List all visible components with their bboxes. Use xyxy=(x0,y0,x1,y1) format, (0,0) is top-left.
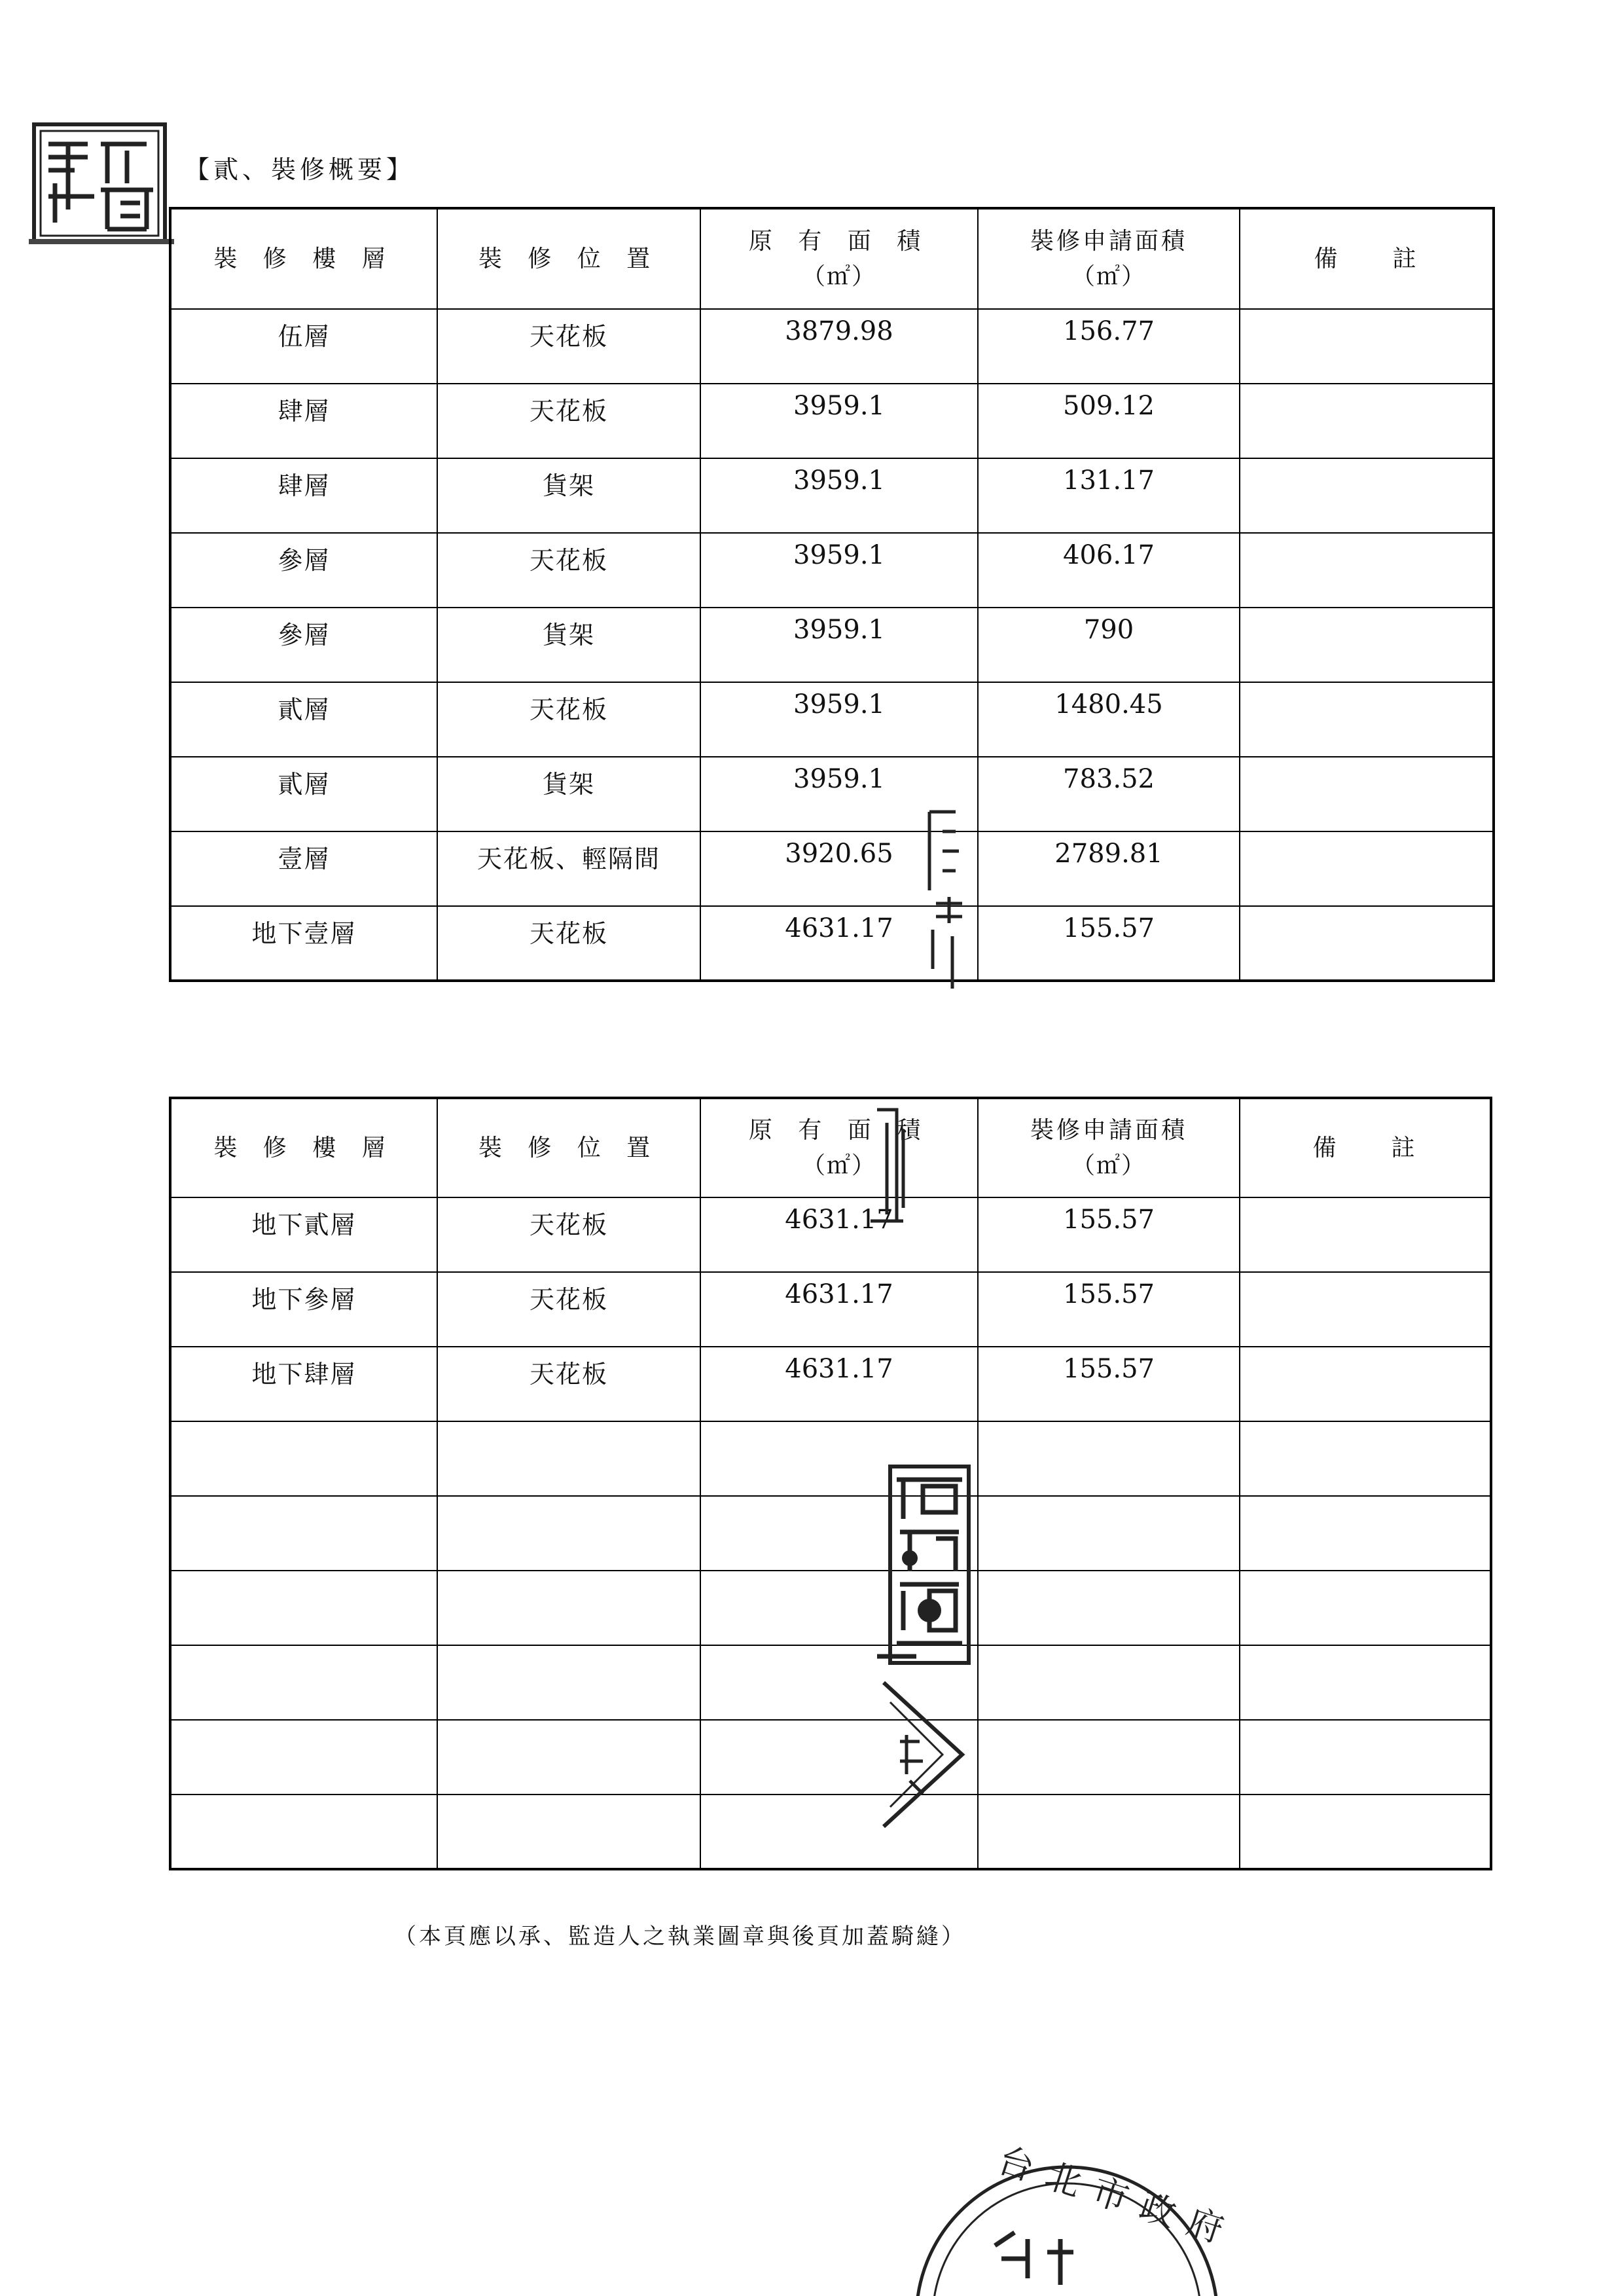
header-original-area-label: 原 有 面 積 xyxy=(748,1116,930,1144)
cell-original-area: 3959.1 xyxy=(700,384,978,458)
cell-applied-area: 131.17 xyxy=(978,458,1240,533)
cell-remarks xyxy=(1240,1571,1491,1645)
cell-applied-area: 509.12 xyxy=(978,384,1240,458)
cell-original-area: 4631.17 xyxy=(700,1272,978,1347)
table-header-row xyxy=(170,208,1494,309)
cell-original-area: 3959.1 xyxy=(700,682,978,757)
cell-applied-area: 155.57 xyxy=(978,906,1240,981)
table-row xyxy=(170,533,1494,608)
cell-position xyxy=(437,1645,700,1720)
cell-position xyxy=(437,1571,700,1645)
cell-position: 貨架 xyxy=(437,757,700,831)
header-remarks: 備 註 xyxy=(1240,1098,1491,1197)
cell-floor xyxy=(170,1720,437,1795)
cell-applied-area: 406.17 xyxy=(978,533,1240,608)
cell-remarks xyxy=(1240,1197,1491,1272)
government-seal xyxy=(897,2139,1242,2296)
cell-floor: 伍層 xyxy=(170,309,437,384)
table-row xyxy=(170,1421,1491,1496)
table-row xyxy=(170,1496,1491,1571)
cell-remarks xyxy=(1240,1347,1491,1421)
cell-position: 天花板 xyxy=(437,682,700,757)
renovation-summary-table-2 xyxy=(169,1097,1492,1870)
cell-floor: 地下壹層 xyxy=(170,906,437,981)
cell-floor: 參層 xyxy=(170,533,437,608)
cell-floor xyxy=(170,1496,437,1571)
cell-position: 天花板、輕隔間 xyxy=(437,831,700,906)
table-row xyxy=(170,1571,1491,1645)
header-applied-area xyxy=(978,208,1240,309)
table-row xyxy=(170,906,1494,981)
cell-position: 天花板 xyxy=(437,1272,700,1347)
header-original-area-unit: （㎡） xyxy=(801,1152,876,1179)
cell-applied-area xyxy=(978,1645,1240,1720)
cell-floor: 貳層 xyxy=(170,757,437,831)
cell-applied-area: 790 xyxy=(978,608,1240,682)
cell-remarks xyxy=(1240,1421,1491,1496)
table-row xyxy=(170,1197,1491,1272)
cell-position: 貨架 xyxy=(437,458,700,533)
cell-remarks xyxy=(1240,1645,1491,1720)
cell-applied-area: 155.57 xyxy=(978,1347,1240,1421)
cell-remarks xyxy=(1240,608,1494,682)
cell-remarks xyxy=(1240,757,1494,831)
cell-applied-area xyxy=(978,1421,1240,1496)
header-original-area xyxy=(700,208,978,309)
header-floor: 裝 修 樓 層 xyxy=(170,1098,437,1197)
cell-applied-area: 1480.45 xyxy=(978,682,1240,757)
header-applied-area xyxy=(978,1098,1240,1197)
header-original-area-label: 原 有 面 積 xyxy=(748,227,930,255)
renovation-summary-table-1 xyxy=(169,207,1495,982)
header-remarks: 備 註 xyxy=(1240,208,1494,309)
triangle-stamp xyxy=(871,1676,969,1833)
cell-position: 天花板 xyxy=(437,384,700,458)
table-row xyxy=(170,608,1494,682)
cell-remarks xyxy=(1240,1496,1491,1571)
cell-position: 天花板 xyxy=(437,1347,700,1421)
seam-stamp-small xyxy=(923,805,969,1002)
government-seal-text: 台北市政府 xyxy=(992,2139,1242,2255)
header-applied-area-unit: （㎡） xyxy=(1071,1152,1146,1179)
cell-position: 貨架 xyxy=(437,608,700,682)
seal-stamp-top-left xyxy=(29,118,174,255)
cell-position: 天花板 xyxy=(437,906,700,981)
table-header-row xyxy=(170,1098,1491,1197)
cell-applied-area: 155.57 xyxy=(978,1197,1240,1272)
table-row xyxy=(170,1272,1491,1347)
cell-floor xyxy=(170,1645,437,1720)
cell-remarks xyxy=(1240,1720,1491,1795)
cell-applied-area xyxy=(978,1720,1240,1795)
cell-original-area: 3959.1 xyxy=(700,458,978,533)
cell-remarks xyxy=(1240,1795,1491,1869)
cell-original-area: 4631.17 xyxy=(700,906,978,981)
cell-floor xyxy=(170,1795,437,1869)
table-row xyxy=(170,1795,1491,1869)
cell-applied-area: 2789.81 xyxy=(978,831,1240,906)
table-row xyxy=(170,757,1494,831)
cell-remarks xyxy=(1240,384,1494,458)
header-position: 裝 修 位 置 xyxy=(437,208,700,309)
seam-stamp-header xyxy=(864,1103,916,1228)
cell-floor: 貳層 xyxy=(170,682,437,757)
cell-position xyxy=(437,1496,700,1571)
cell-position: 天花板 xyxy=(437,309,700,384)
cell-floor: 地下肆層 xyxy=(170,1347,437,1421)
cell-original-area: 3959.1 xyxy=(700,757,978,831)
cell-floor: 壹層 xyxy=(170,831,437,906)
header-applied-area-unit: （㎡） xyxy=(1071,263,1146,290)
cell-original-area: 3959.1 xyxy=(700,533,978,608)
cell-original-area: 4631.17 xyxy=(700,1347,978,1421)
cell-applied-area: 156.77 xyxy=(978,309,1240,384)
table-row xyxy=(170,309,1494,384)
cell-original-area: 3959.1 xyxy=(700,608,978,682)
cell-remarks xyxy=(1240,906,1494,981)
cell-remarks xyxy=(1240,458,1494,533)
footnote: （本頁應以承、監造人之執業圖章與後頁加蓋騎縫） xyxy=(394,1923,966,1950)
cell-applied-area: 155.57 xyxy=(978,1272,1240,1347)
cell-applied-area xyxy=(978,1571,1240,1645)
cell-floor: 地下貳層 xyxy=(170,1197,437,1272)
cell-position: 天花板 xyxy=(437,533,700,608)
table-row xyxy=(170,1347,1491,1421)
cell-floor: 參層 xyxy=(170,608,437,682)
cell-floor: 肆層 xyxy=(170,384,437,458)
header-floor: 裝 修 樓 層 xyxy=(170,208,437,309)
header-applied-area-label: 裝修申請面積 xyxy=(1030,1116,1187,1144)
cell-floor: 肆層 xyxy=(170,458,437,533)
section-title: 【貳、裝修概要】 xyxy=(185,155,416,184)
table-row xyxy=(170,458,1494,533)
cell-floor xyxy=(170,1571,437,1645)
header-applied-area-label: 裝修申請面積 xyxy=(1030,227,1187,255)
cell-remarks xyxy=(1240,309,1494,384)
cell-remarks xyxy=(1240,533,1494,608)
table-row xyxy=(170,1720,1491,1795)
header-original-area-unit: （㎡） xyxy=(801,263,876,290)
engineer-stamp xyxy=(864,1460,982,1676)
cell-applied-area: 783.52 xyxy=(978,757,1240,831)
cell-remarks xyxy=(1240,831,1494,906)
cell-applied-area xyxy=(978,1496,1240,1571)
cell-floor: 地下參層 xyxy=(170,1272,437,1347)
cell-remarks xyxy=(1240,682,1494,757)
cell-position xyxy=(437,1720,700,1795)
cell-original-area: 3879.98 xyxy=(700,309,978,384)
cell-remarks xyxy=(1240,1272,1491,1347)
table-row xyxy=(170,831,1494,906)
cell-original-area: 4631.17 xyxy=(700,1197,978,1272)
cell-position: 天花板 xyxy=(437,1197,700,1272)
header-position: 裝 修 位 置 xyxy=(437,1098,700,1197)
cell-position xyxy=(437,1795,700,1869)
cell-original-area: 3920.65 xyxy=(700,831,978,906)
cell-position xyxy=(437,1421,700,1496)
header-original-area xyxy=(700,1098,978,1197)
cell-applied-area xyxy=(978,1795,1240,1869)
table-row xyxy=(170,682,1494,757)
table-row xyxy=(170,1645,1491,1720)
table-row xyxy=(170,384,1494,458)
cell-floor xyxy=(170,1421,437,1496)
